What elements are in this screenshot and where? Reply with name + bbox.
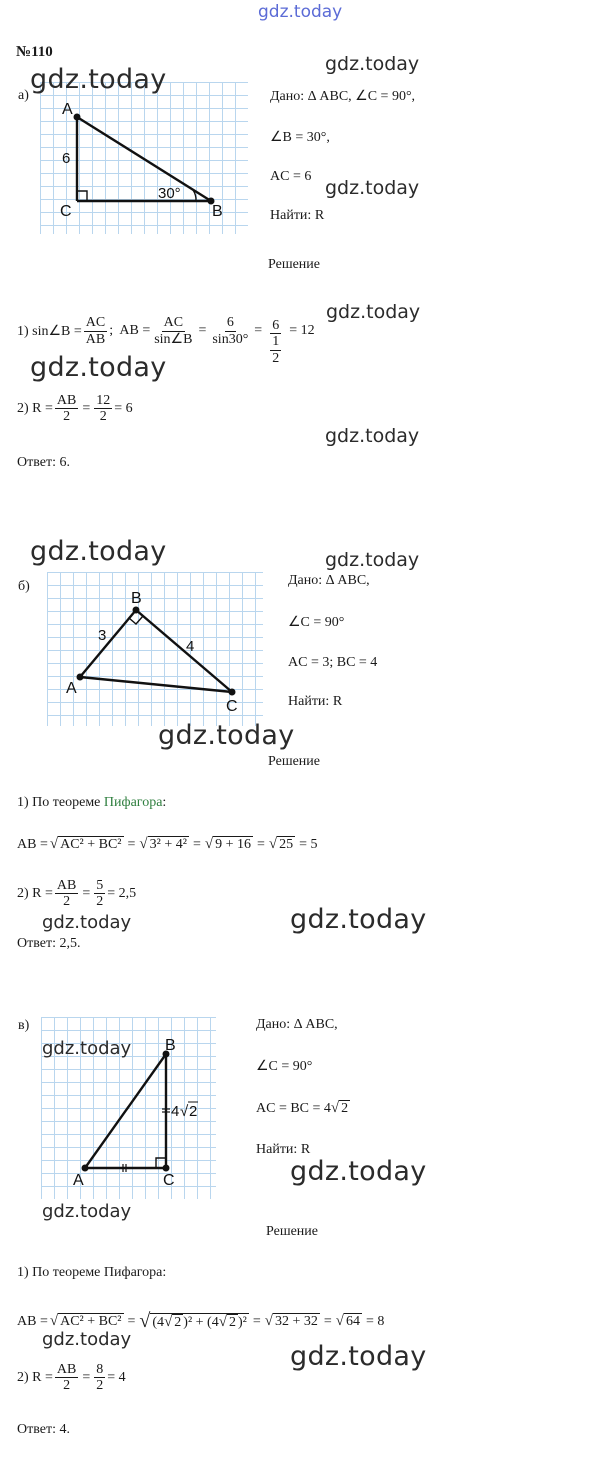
problem-number: №110: [16, 44, 53, 60]
compound-fraction: $\frac{6}{\frac{1}{2}}$: [272, 318, 280, 366]
equals-sign: =: [127, 1313, 136, 1329]
pythagoras-link[interactable]: Пифагора: [103, 795, 163, 810]
equals-sign: =: [82, 400, 91, 416]
part-c-vertex-b: B: [165, 1037, 176, 1054]
part-a-solution-title: Решение: [268, 257, 321, 272]
watermark: gdz.today: [42, 1329, 132, 1350]
watermark: gdz.today: [30, 536, 167, 567]
part-a-vertex-a: A: [62, 101, 73, 118]
equals-sign: =: [192, 836, 201, 852]
equals-sign: =: [252, 1313, 261, 1329]
part-a-side-label: 6: [62, 150, 71, 167]
sqrt-sign: √: [139, 1310, 151, 1332]
watermark-top: gdz.today: [258, 2, 343, 22]
part-b-ab-result: = 5: [299, 836, 318, 852]
fraction: $\frac{AB}{2}$: [56, 878, 77, 910]
watermark: gdz.today: [325, 549, 420, 571]
sqrt-sign: √: [49, 1313, 59, 1329]
watermark: gdz.today: [325, 177, 420, 199]
watermark: gdz.today: [42, 1038, 132, 1059]
part-a-given-3: AC = 6: [270, 169, 312, 184]
part-a-vertex-c: C: [60, 203, 72, 220]
part-b-step1-text: 1) По теореме: [17, 795, 101, 810]
part-c-step2-prefix: 2) R =: [17, 1369, 53, 1385]
watermark: gdz.today: [158, 720, 295, 751]
part-b-find: Найти: R: [288, 694, 343, 709]
part-c-vertex-c: C: [163, 1172, 175, 1189]
part-a-angle-label: 30°: [158, 185, 181, 202]
part-c-solution-title: Решение: [266, 1224, 319, 1239]
part-a-find: Найти: R: [270, 208, 325, 223]
part-a-vertex-b: B: [212, 203, 223, 220]
part-c-given-3-text: AC = BC = 4: [256, 1101, 331, 1116]
part-c-ab-lhs: AB =: [17, 1313, 48, 1329]
watermark: gdz.today: [42, 1201, 132, 1222]
part-c-side-root: 2: [189, 1103, 198, 1120]
watermark: gdz.today: [325, 425, 420, 447]
part-a-given-1: Дано: Δ ABC, ∠C = 90°,: [270, 89, 416, 104]
sqrt-sign: √: [264, 1313, 273, 1329]
fraction: $\frac{AC}{\sin\angle B}$: [154, 315, 193, 347]
part-c-step1: 1) По теореме Пифагора:: [17, 1265, 167, 1280]
radicand: AC² + BC²: [60, 837, 122, 853]
part-a-step1-prefix: 1) sin∠B =: [17, 323, 82, 339]
fraction: $\frac{AB}{2}$: [56, 1362, 77, 1394]
equals-sign: =: [82, 1369, 91, 1385]
watermark: gdz.today: [290, 904, 427, 935]
part-b-vertex-b: B: [131, 590, 142, 607]
watermark: gdz.today: [326, 301, 421, 323]
equals-sign: =: [254, 323, 263, 339]
watermark: gdz.today: [30, 64, 167, 95]
radicand: AC² + BC²: [60, 1314, 122, 1330]
part-b-given-2: ∠C = 90°: [288, 615, 345, 630]
part-a-step2-prefix: 2) R =: [17, 400, 53, 416]
part-b-given-1: Дано: Δ ABC,: [288, 573, 370, 588]
equals-sign: =: [256, 836, 265, 852]
sqrt-sign: √: [204, 836, 214, 852]
part-b-side-ab: 3: [98, 627, 107, 644]
part-b-solution-title: Решение: [268, 754, 321, 769]
radicand: (4√ 2 )² + (4√ 2 )²: [152, 1313, 247, 1330]
part-a-given-2: ∠B = 30°,: [270, 130, 330, 145]
watermark: gdz.today: [290, 1341, 427, 1372]
radicand: 2: [341, 1101, 349, 1116]
part-c-vertex-a: A: [73, 1172, 84, 1189]
part-a-step2-result: = 6: [114, 400, 133, 416]
part-c-ab-result: = 8: [366, 1313, 385, 1329]
fraction: $\frac{5}{2}$: [96, 878, 104, 910]
sqrt-sign: √: [49, 836, 59, 852]
watermark: gdz.today: [42, 912, 132, 933]
watermark: gdz.today: [30, 352, 167, 383]
colon: :: [162, 795, 167, 810]
sqrt-sign: √: [268, 836, 278, 852]
part-b-vertex-c: C: [226, 698, 238, 715]
part-a-letter: а): [18, 88, 29, 103]
equals-sign: =: [323, 1313, 332, 1329]
watermark: gdz.today: [325, 53, 420, 75]
sqrt-sign: √: [330, 1100, 340, 1116]
part-b-ab-lhs: AB =: [17, 836, 48, 852]
part-c-find: Найти: R: [256, 1142, 311, 1157]
part-b-letter: б): [18, 579, 30, 594]
fraction: $\frac{12}{2}$: [96, 393, 111, 425]
part-b-side-bc: 4: [186, 638, 195, 655]
radicand: 3² + 4²: [149, 837, 187, 853]
fraction: $\frac{1}{2}$: [272, 334, 280, 366]
radicand: 25: [279, 837, 294, 853]
sqrt-sign: √: [335, 1313, 344, 1329]
fraction: $\frac{8}{2}$: [96, 1362, 104, 1394]
part-c-letter: в): [18, 1018, 30, 1033]
fraction: $\frac{AB}{2}$: [56, 393, 77, 425]
equals-sign: =: [127, 836, 136, 852]
part-a-step1-sep: ; AB =: [109, 323, 151, 339]
part-c-step2: [17, 1362, 126, 1394]
radicand: 32 + 32: [274, 1314, 318, 1330]
part-c-side-coef: 4: [171, 1103, 180, 1120]
part-c-step2-result: = 4: [107, 1369, 126, 1385]
part-c-given-3: [256, 1100, 350, 1117]
part-a-answer: Ответ: 6.: [17, 455, 70, 470]
part-b-step2-result: = 2,5: [107, 885, 137, 901]
watermark: gdz.today: [290, 1156, 427, 1187]
part-b-answer: Ответ: 2,5.: [17, 936, 81, 951]
part-a-step1-result: = 12: [289, 323, 315, 339]
part-c-side-sqrt: √: [180, 1103, 189, 1120]
radicand: 64: [346, 1314, 360, 1330]
sqrt-sign: √: [139, 836, 148, 852]
part-c-answer: Ответ: 4.: [17, 1422, 70, 1437]
fraction: $\frac{6}{\sin 30^\circ}$: [212, 315, 249, 347]
radicand: 9 + 16: [215, 837, 251, 853]
part-b-given-3: AC = 3; BC = 4: [288, 655, 378, 670]
fraction: $\frac{AC}{AB}$: [85, 315, 106, 347]
equals-sign: =: [198, 323, 207, 339]
equals-sign: =: [82, 885, 91, 901]
part-c-given-1: Дано: Δ ABC,: [256, 1017, 338, 1032]
part-c-given-2: ∠C = 90°: [256, 1059, 313, 1074]
part-b-vertex-a: A: [66, 680, 77, 697]
part-b-step2-prefix: 2) R =: [17, 885, 53, 901]
